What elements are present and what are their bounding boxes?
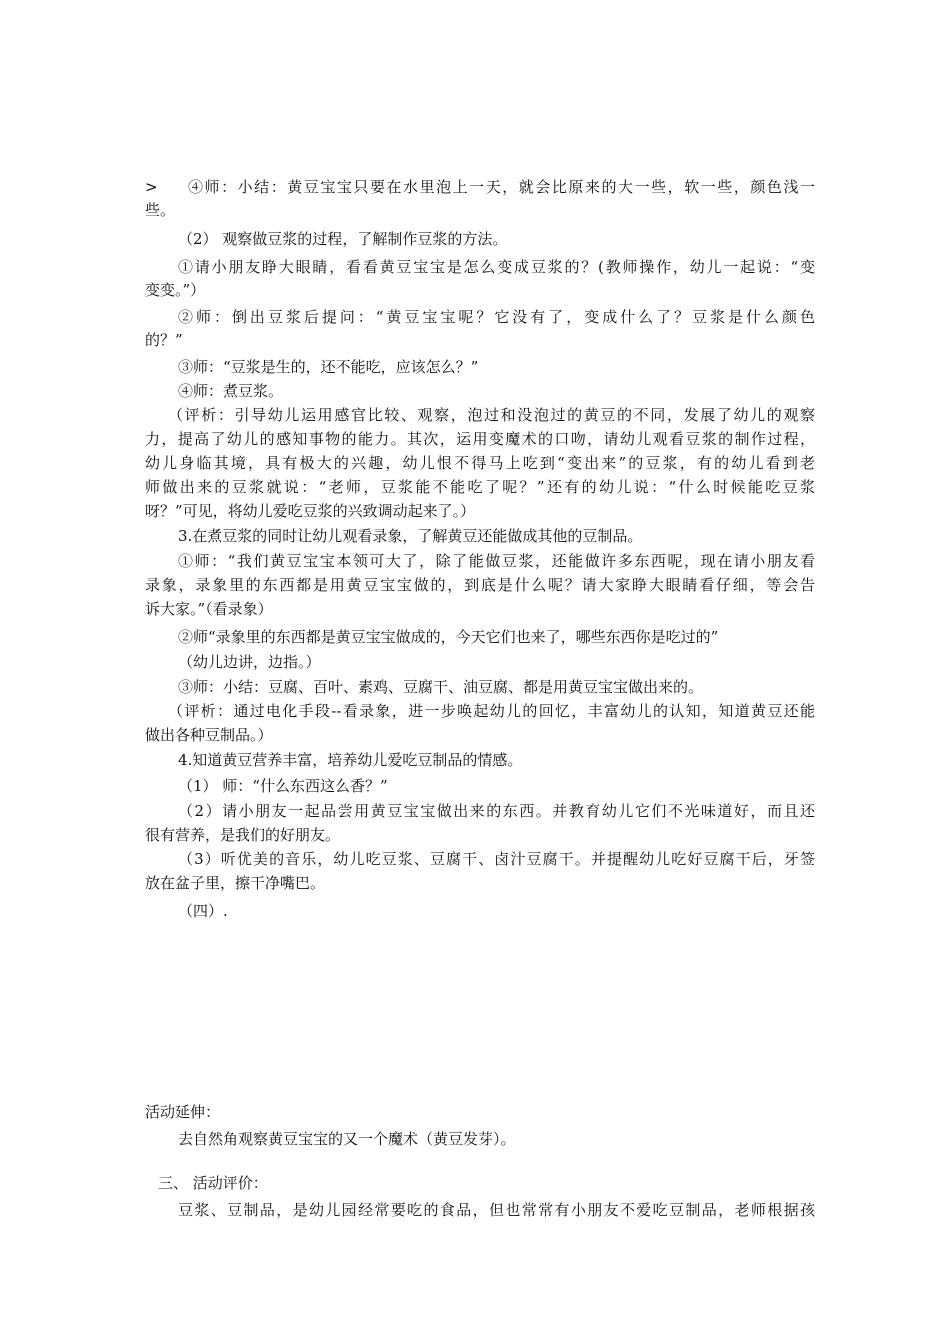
paragraph-line: （幼儿边讲，边指。） <box>178 653 321 671</box>
paragraph-line: （1） 师：“什么东西这么香？” <box>178 777 388 795</box>
paragraph-line: 4.知道黄豆营养丰富，培养幼儿爱吃豆制品的情感。 <box>178 751 523 769</box>
paragraph-line: （评析：通过电化手段--看录象，进一步唤起幼儿的回忆，丰富幼儿的认知，知道黄豆还能 <box>168 702 815 720</box>
paragraph-line: 幼儿身临其境，具有极大的兴趣，幼儿恨不得马上吃到“变出来”的豆浆，有的幼儿看到老 <box>145 454 815 472</box>
paragraph-line: 很有营养，是我们的好朋友。 <box>145 826 341 844</box>
paragraph-line: 做出各种豆制品。） <box>145 726 273 744</box>
paragraph-line: 的？” <box>145 331 183 349</box>
paragraph-line: （2）请小朋友一起品尝用黄豆宝宝做出来的东西。并教育幼儿它们不光味道好，而且还 <box>178 802 815 820</box>
paragraph-line: （四）. <box>178 902 228 920</box>
paragraph-line: ①请小朋友睁大眼睛，看看黄豆宝宝是怎么变成豆浆的？(教师操作，幼儿一起说：“变 <box>178 258 815 276</box>
paragraph-line: ②师：倒出豆浆后提问：“黄豆宝宝呢？它没有了，变成什么了？豆浆是什么颜色 <box>178 308 815 326</box>
paragraph-line: ③师：小结：豆腐、百叶、素鸡、豆腐干、油豆腐、都是用黄豆宝宝做出来的。 <box>178 678 704 696</box>
paragraph-line: ④师：小结：黄豆宝宝只要在水里泡上一天，就会比原来的大一些，软一些，颜色浅一 <box>188 178 815 196</box>
section-heading: 三、 活动评价： <box>158 1174 268 1192</box>
paragraph-line: 些。 <box>145 201 176 219</box>
paragraph-line: ②师“录象里的东西都是黄豆宝宝做成的，今天它们也来了，哪些东西你是吃过的” <box>178 628 719 646</box>
paragraph-line: 录象，录象里的东西都是用黄豆宝宝做的，到底是什么呢？请大家睁大眼睛看仔细，等会告 <box>145 576 815 594</box>
paragraph-line: ④师：煮豆浆。 <box>178 382 284 400</box>
paragraph-line: 师做出来的豆浆就说：“老师，豆浆能不能吃了呢？”还有的幼儿说：“什么时候能吃豆浆 <box>145 478 815 496</box>
paragraph-line: （评析：引导幼儿运用感官比较、观察，泡过和没泡过的黄豆的不同，发展了幼儿的观察 <box>168 406 815 424</box>
list-marker: > <box>145 178 158 196</box>
section-heading: 活动延伸： <box>145 1103 221 1121</box>
paragraph-line: 变变。”） <box>145 281 206 299</box>
paragraph-line: 豆浆、豆制品，是幼儿园经常要吃的食品，但也常常有小朋友不爱吃豆制品，老师根据孩 <box>178 1201 815 1219</box>
paragraph-line: （3）听优美的音乐，幼儿吃豆浆、豆腐干、卤汁豆腐干。并提醒幼儿吃好豆腐干后，牙签 <box>178 850 815 868</box>
paragraph-line: （2） 观察做豆浆的过程，了解制作豆浆的方法。 <box>178 230 508 248</box>
paragraph-line: 呀？”可见，将幼儿爱吃豆浆的兴致调动起来了。） <box>145 502 476 520</box>
paragraph-line: 3.在煮豆浆的同时让幼儿观看录象，了解黄豆还能做成其他的豆制品。 <box>178 527 643 545</box>
paragraph-line: 放在盆子里，擦干净嘴巴。 <box>145 874 326 892</box>
paragraph-line: ③师：“豆浆是生的，还不能吃，应该怎么？” <box>178 358 479 376</box>
paragraph-line: 去自然角观察黄豆宝宝的又一个魔术（黄豆发芽）。 <box>178 1130 516 1148</box>
paragraph-line: 力，提高了幼儿的感知事物的能力。其次，运用变魔术的口吻，请幼儿观看豆浆的制作过程， <box>145 430 815 448</box>
paragraph-line: ①师：“我们黄豆宝宝本领可大了，除了能做豆浆，还能做许多东西呢，现在请小朋友看 <box>178 552 815 570</box>
paragraph-line: 诉大家。”（看录象） <box>145 600 273 618</box>
